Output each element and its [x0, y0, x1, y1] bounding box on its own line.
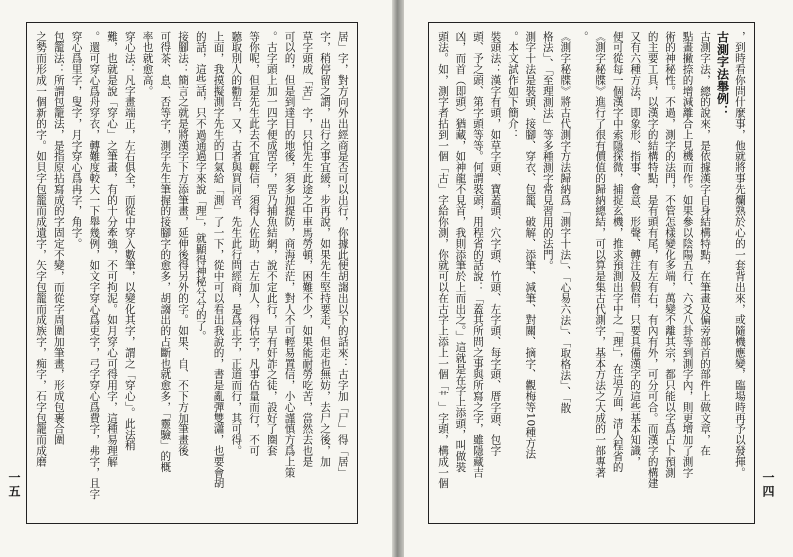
page-number-right: 一四 [761, 471, 775, 499]
text-column: 接腳法：簡言之就是將漢字下方添筆畫，延伸後得另外的字。如果、自、不下方加筆畫後 [177, 31, 189, 457]
text-column: 上面，我摸擬測字先生的口氣給「測」了一下，從中可以看出我說的，書是亂彈雙瀟，也要會胡 [212, 31, 225, 489]
left-page-columns [33, 31, 351, 515]
text-column: 古測字法，總的說來，是依據漢字自身結構特點，在筆畫及偏旁部首的部件上做文章，在 [699, 31, 712, 457]
text-column: 等你呢，但是先生此去不宜輕信，須得人佐助，古左加人，得估字，凡事估量而行，不可 [248, 31, 260, 457]
text-column: 點畫撇捺的增減離合上見機而作。如果參以陰陽五行、六爻八卦等到測字內，則更增加了測字 [681, 31, 694, 478]
text-column: 草字頭成「苦」字，只怕先生此途之中車馬勞頓，困難不少，如果能耐勞吃苦，當然去也是 [301, 31, 314, 467]
text-column: 居」字，對方向外出經商是否可以出行，你據此便胡謅出以下的話來：古字加「尸」得「居」 [336, 31, 349, 478]
text-column: 頭、予之頭、第字頭等等。何謂裝頭，用程省的話說：「蓋其所問之事與所寫之字，雖隱藏吉 [471, 31, 484, 478]
text-column: 穿心法：凡字畫端正，左右俱全，而從中穿入數筆，以變化其字，謂之「穿心」。此法稍 [123, 31, 136, 451]
text-column: 聽取別人的勸告，又，古者與買同音，先生此行問經商，是爲正字，正道而行，其可得。 [230, 31, 243, 457]
book-gutter [392, 0, 404, 557]
text-column: 。還可穿心爲舟穿衣，轉難度較大一下舉幾例，如文字穿心爲吏字，弓字穿心爲費字，弗字，且字 [88, 31, 101, 500]
text-column: 率也就愈高。 [141, 31, 154, 97]
text-column: 凶，而首（即頭）猶藏，如神龍不見首，我則添筆於上而出之。」這就是在字上添頭，叫做裝 [454, 31, 467, 473]
text-column: 術的神秘性。不過，測字的法門，不管怎樣變化多端，萬變不離其宗，都只能以字爲占卜預測 [664, 31, 677, 478]
page-number-left: 一五 [7, 471, 21, 499]
text-column: 《測字秘牒》將古代測字方法歸納爲「測字十法」、「心易六法」、「取格法」、「散 [559, 31, 572, 414]
text-column: 裝頭法：漢字有頭，如草字頭、寶蓋頭、穴字頭、竹頭、左字頭、每字頭、厝字頭、包字 [489, 31, 502, 457]
right-page [428, 22, 755, 524]
section-heading: 古測字法舉例： [715, 31, 730, 118]
right-page-columns [435, 31, 748, 515]
left-page [26, 22, 358, 524]
text-column: 便可從每一個漢字中索隱探微，捕捉玄機，推求預測出字中之「理」，在這方面，清人程省的 [611, 31, 624, 473]
text-column: 格法」、「至理測法」等多種測字常見習用的法門。 [541, 31, 554, 272]
text-column: 測字十法是裝頭、接腳、穿衣、包籠、破解、添筆、減筆、對關、摘字、觀梅等10種方法 [524, 31, 537, 460]
text-column: 。 [576, 31, 589, 42]
text-column: 包籠法：所謂包籠法，是指原拈寫成的字固定不變，而從字周圍加筆畫，形成包裹合圍 [52, 31, 65, 446]
text-column: 。古字頭上加一四字便成罟字，罟乃捕魚結網，說不定此行，早有奸詐之徒，設好了圈套 [265, 31, 278, 457]
text-column: 《測字秘牒》進行了很有價值的歸納總結，可以算是集古代測字，基本方法之大成的一部專著 [594, 31, 607, 478]
text-column: 字，稍停留之謂，出行之事宜緩，步再說，如果先生堅持要走，但走也無妨，去尸之後，加 [319, 31, 331, 467]
text-column: 可得茶、息、否等字，測字先生筆握的接腳字的愈多，胡謅出的占斷也就愈多，「靈驗」的概 [159, 31, 172, 473]
text-column: 穿心爲里字，叟字，月字穿心爲冉字，角字。 [70, 31, 83, 249]
text-column: ，到時看你問什麼事，他就將事先爛熟於心的一套背出來，或隨機應變，臨場時再予以發揮。 [733, 31, 746, 478]
text-column: 的主要工具，以漢字的結構特點，是有頭有尾，有左有右，有內有外，可分可合。而漢字的構建 [646, 31, 659, 489]
text-column: 頭法。如，測字者拈到一個「古」字給你測，你就可以在古字上添上一個「艹」字頭，構成一個 [437, 31, 449, 489]
text-column: 。本文試作如下簡介： [506, 31, 519, 140]
text-column: 之勢而形成一個新的字。如貝字包籠而成遺字，矢字包籠而成族字，痴字，石字包籠而成磨 [35, 31, 47, 467]
text-column: 可以的，但是到達目的地後，須多加提防，商海茫茫，對人不可輕易置信，小心謹慎方爲上策 [283, 31, 296, 478]
text-column: 難，也就是說「穿心」之筆畫，有的十分牽強，不可拘泥。如月穿心可得用字，這種易理解 [106, 31, 118, 467]
text-column: 的話，這些話，只不過通過字來說「理」，就顯得神秘兮兮的了。 [194, 31, 207, 342]
text-column: 又有六種方法，即象形、指事、會意、形聲、轉注及假借，只要具備漢字的這些基本知識， [629, 31, 642, 467]
